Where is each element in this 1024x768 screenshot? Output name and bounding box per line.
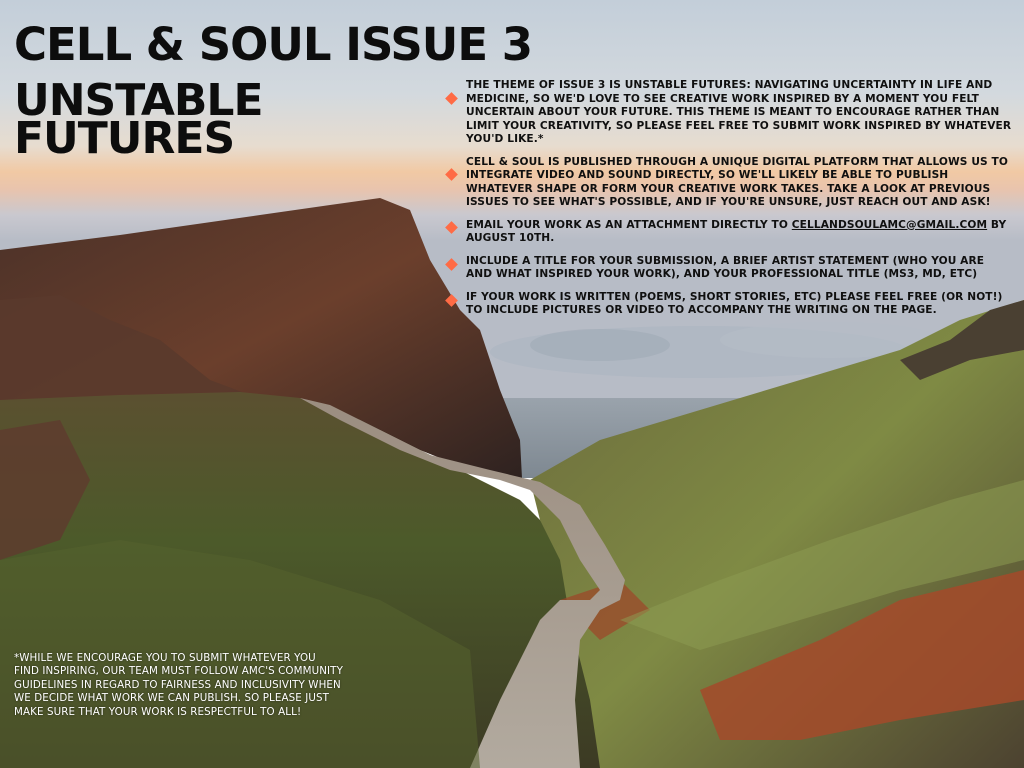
theme-title-line2: FUTURES	[14, 113, 235, 164]
theme-title-line1: UNSTABLE	[14, 75, 263, 126]
diamond-bullet-icon	[445, 221, 458, 234]
guideline-theme	[444, 79, 1014, 147]
guideline-platform	[444, 156, 1014, 210]
guideline-title-statement	[444, 255, 1014, 282]
guideline-written-work	[444, 291, 1014, 318]
diamond-bullet-icon	[445, 92, 458, 105]
guideline-text-suffix: BY AUGUST 10TH.	[466, 218, 1007, 244]
diamond-bullet-icon	[445, 258, 458, 271]
guideline-text: CELL & SOUL IS PUBLISHED THROUGH A UNIQUE DIGITAL PLATFORM THAT ALLOWS US TO INTEGRATE VIDEO AND SOUND DIRECTLY, SO WE'LL LIKELY BE ABLE TO PUBLISH WHATEVER SHAPE OR FORM YOUR CREATIVE WORK TAKES. TAKE A LOOK AT PREVIOUS ISSUES TO SEE WHAT'S POSSIBLE, AND IF YOU'RE UNSURE, JUST REACH OUT AND ASK!	[466, 155, 1008, 208]
community-guidelines-footnote: *WHILE WE ENCOURAGE YOU TO SUBMIT WHATEVER YOU FIND INSPIRING, OUR TEAM MUST FOLLOW AMC'S COMMUNITY GUIDELINES IN REGARD TO FAIRNESS AND INCLUSIVITY WHEN WE DECIDE WHAT WORK WE CAN PUBLISH. SO PLEASE JUST MAKE SURE THAT YOUR WORK IS RESPECTFUL TO ALL!	[14, 652, 343, 718]
email-link[interactable]: CELLANDSOULAMC@GMAIL.COM	[791, 218, 988, 231]
guideline-email	[444, 219, 1014, 246]
issue-title: CELL & SOUL ISSUE 3	[14, 18, 533, 71]
diamond-bullet-icon	[445, 294, 458, 307]
guideline-text: THE THEME OF ISSUE 3 IS UNSTABLE FUTURES: NAVIGATING UNCERTAINTY IN LIFE AND MEDICINE, SO WE'D LOVE TO SEE CREATIVE WORK INSPIRED BY A MOMENT YOU FELT UNCERTAIN ABOUT YOUR FUTURE. THIS THEME IS MEANT TO ENCOURAGE RATHER THAN LIMIT YOUR CREATIVITY, SO PLEASE FEEL FREE TO SUBMIT WORK INSPIRED BY WHATEVER YOU'D LIKE.*	[466, 79, 1012, 145]
diamond-bullet-icon	[445, 168, 458, 181]
guideline-text: IF YOUR WORK IS WRITTEN (POEMS, SHORT STORIES, ETC) PLEASE FEEL FREE (OR NOT!) TO INCLUDE PICTURES OR VIDEO TO ACCOMPANY THE WRITING ON THE PAGE.	[466, 290, 1003, 316]
guideline-text: INCLUDE A TITLE FOR YOUR SUBMISSION, A BRIEF ARTIST STATEMENT (WHO YOU ARE AND WHAT INSPIRED YOUR WORK), AND YOUR PROFESSIONAL TITLE (MS3, MD, ETC)	[466, 254, 985, 280]
guideline-text-prefix: EMAIL YOUR WORK AS AN ATTACHMENT DIRECTLY TO	[466, 218, 792, 231]
submission-guidelines-list	[444, 79, 1014, 327]
theme-title	[14, 75, 263, 164]
